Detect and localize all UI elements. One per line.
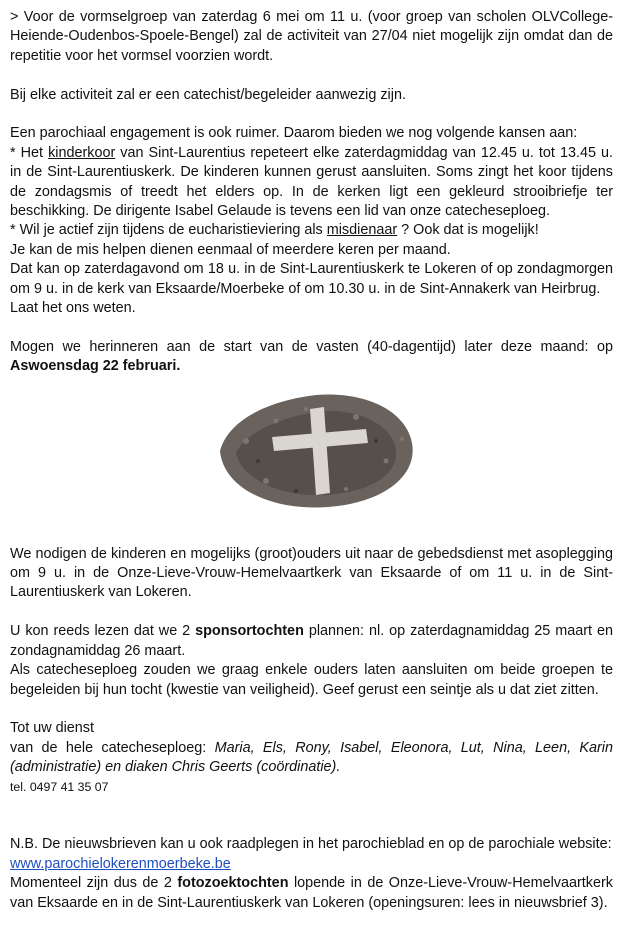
lent-reminder: Mogen we herinneren aan de start van de vasten (40-dagentijd) later deze maand: op Aswoensdag 22 februari. [10, 338, 613, 375]
website-link[interactable]: www.parochielokerenmoerbeke.be [10, 855, 231, 872]
altar-server-paragraph: * Wil je actief zijn tijdens de eucharistieviering als misdienaar ? Ook dat is mogelijk! [10, 222, 539, 239]
kinderkoor-link[interactable]: kinderkoor [48, 144, 116, 161]
prayer-service-paragraph: We nodigen de kinderen en mogelijks (groot)ouders uit naar de gebedsdienst met asoplegging om 9 u. in de Onze-Lieve-Vrouw-Hemelvaartkerk van Eksaarde of om 11 u. in de Sint-Laurentiuskerk van Lokeren. [10, 545, 613, 601]
ash-cross-image [206, 381, 420, 513]
ash-cross-figure-area [10, 377, 613, 545]
confirmation-group-notice: > Voor de vormselgroep van zaterdag 6 mei om 11 u. (voor groep van scholen OLVCollege-Heiende-Oudenbos-Spoele-Bengel) zal de activiteit van 27/04 niet mogelijk zijn omdat dan de repetitie voor het vormsel voorzien wordt. [10, 9, 613, 64]
website-link-line [10, 855, 613, 874]
team-signature: van de hele catecheseploeg: Maria, Els, Rony, Isabel, Eleonora, Lut, Nina, Leen, Karin (administratie) en diaken Chris Geerts (coördinatie). [10, 739, 613, 776]
team-members: Maria, Els, Rony, Isabel, Eleonora, Lut, Nina, Leen, Karin (administratie) en diaken Chris Geerts (coördinatie). [10, 739, 613, 776]
ash-wednesday-date: Aswoensdag 22 februari [10, 358, 177, 375]
nb-website-note: N.B. De nieuwsbrieven kan u ook raadplegen in het parochieblad en op de parochiale website: [10, 836, 612, 853]
sponsortochten-label: sponsortochten [195, 623, 304, 640]
fotozoektochten-label: fotozoektochten [177, 875, 289, 892]
parent-volunteers-paragraph: Als catecheseploeg zouden we graag enkele ouders laten aansluiten om beide groepen te begeleiden bij hun tocht (kwestie van veiligheid). Geef gerust een seintje als u dat ziet zitten. [10, 662, 613, 698]
photo-hunt-paragraph: Momenteel zijn dus de 2 fotozoektochten lopende in de Onze-Lieve-Vrouw-Hemelvaartkerk van Eksaarde en in de Sint-Laurentiuskerk van Lokeren (openingsuren: lees in nieuwsbrief 3). [10, 875, 613, 911]
altar-server-frequency: Je kan de mis helpen dienen eenmaal of meerdere keren per maand. [10, 241, 451, 258]
sponsor-walks-paragraph: U kon reeds lezen dat we 2 sponsortochten plannen: nl. op zaterdagnamiddag 25 maart en zondagnamiddag 26 maart. [10, 623, 614, 659]
childrens-choir-paragraph: * Het kinderkoor van Sint-Laurentius repeteert elke zaterdagmiddag van 12.45 u. tot 13.45 u. in de Sint-Laurentiuskerk. De kinderen kunnen gerust aansluiten. Soms zingt het koor tijdens de zondagsmis of treedt het elders op. In de kerken ligt een gekleurd strooibriefje ter beschikking. De dirigente Isabel Gelaude is tevens een lid van onze catecheseploeg. [10, 144, 613, 220]
engagement-lead: Een parochiaal engagement is ook ruimer. Daarom bieden we nog volgende kansen aan: [10, 125, 578, 142]
supervisor-note: Bij elke activiteit zal er een catechist/begeleider aanwezig zijn. [10, 86, 406, 103]
closing-greeting: Tot uw dienst [10, 720, 94, 737]
newsletter-page [10, 8, 613, 913]
misdienaar-link[interactable]: misdienaar [326, 222, 398, 239]
let-us-know: Laat het ons weten. [10, 300, 136, 317]
mass-times: Dat kan op zaterdagavond om 18 u. in de Sint-Laurentiuskerk te Lokeren of op zondagmorgen om 9 u. in de kerk van Eksaarde/Moerbeke of om 10.30 u. in de Sint-Annakerk van Heirbrug. [10, 261, 613, 297]
phone-number: tel. 0497 41 35 07 [10, 779, 109, 794]
